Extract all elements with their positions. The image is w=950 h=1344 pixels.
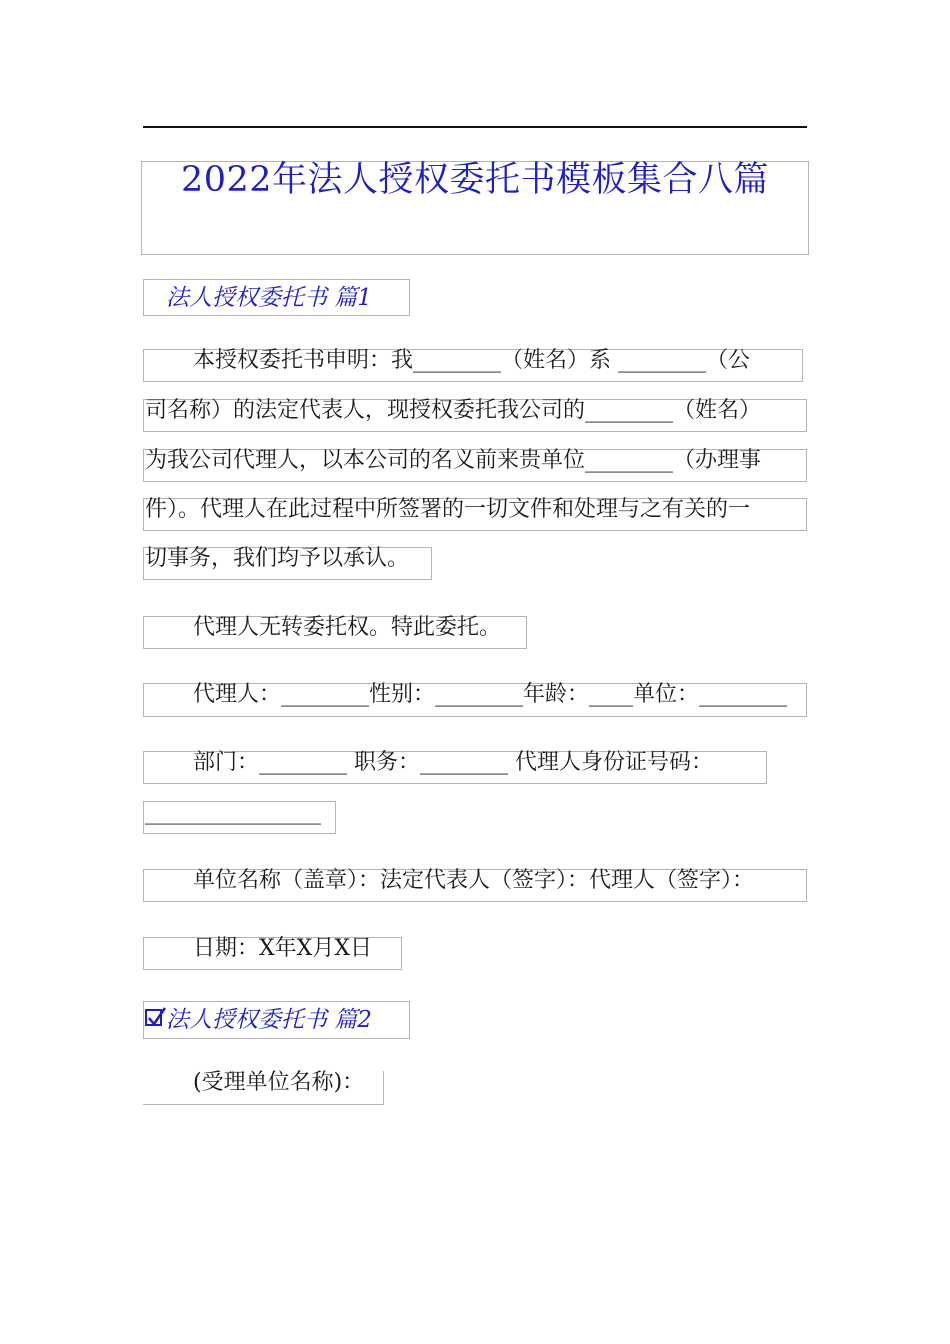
para1-line1: 本授权委托书申明：我________（姓名）系 ________（公: [193, 348, 750, 373]
para1-line2: 司名称）的法定代表人，现授权委托我公司的________（姓名）: [145, 398, 762, 423]
section2-heading: 法人授权委托书 篇2: [166, 1007, 372, 1033]
top-rule: [143, 126, 807, 128]
sign-line: 单位名称（盖章）：法定代表人（签字）：代理人（签字）：: [193, 868, 755, 893]
date-line: 日期：X年X月X日: [193, 936, 372, 961]
para2: 代理人无转委托权。特此委托。: [193, 615, 502, 640]
agent-line: 代理人：________性别：________年龄：____单位：________: [193, 682, 788, 707]
para1-line4: 件）。代理人在此过程中所签署的一切文件和处理与之有关的一: [145, 497, 751, 522]
section1-heading: 法人授权委托书 篇1: [166, 285, 372, 311]
dept-line: 部门：________ 职务：________ 代理人身份证号码：: [193, 750, 713, 775]
section2-para1: (受理单位名称)：: [193, 1070, 365, 1095]
page-title: 2022年法人授权委托书模板集合八篇: [180, 160, 770, 200]
checkbox-checked-icon: [145, 1009, 162, 1026]
para1-line3: 为我公司代理人，以本公司的名义前来贵单位________（办理事: [145, 448, 762, 473]
id-blank: ________________: [145, 800, 321, 825]
para1-line5: 切事务，我们均予以承认。: [145, 546, 410, 571]
